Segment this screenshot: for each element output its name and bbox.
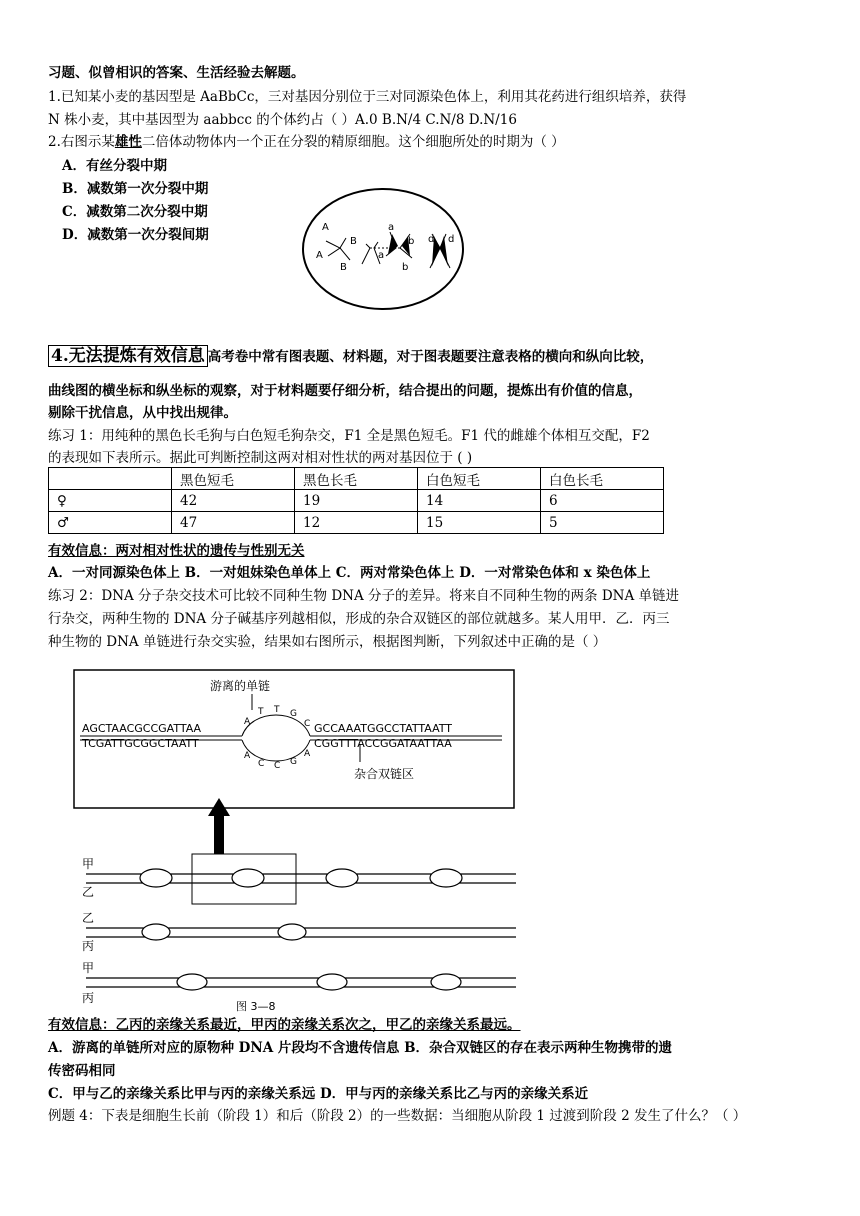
dna-hybrid-figure [60,664,530,1014]
loop-base: A [244,717,251,727]
table-cell: 15 [418,512,541,534]
table-cell: 黑色短毛 [172,468,295,490]
practice-2-option-cd: C．甲与乙的亲缘关系比甲与丙的亲缘关系远 D．甲与丙的亲缘关系比乙与丙的亲缘关系近 [48,1086,589,1102]
q2-option-b: B．减数第一次分裂中期 [62,181,209,197]
practice-2-line-2: 行杂交，两种生物的 DNA 分子碱基序列越相似，形成的杂合双链区的部位就越多。某人用甲．乙．丙三 [48,611,670,627]
practice-2-option-a-cont: 传密码相同 [48,1063,116,1079]
cell-division-figure [300,186,466,312]
practice-1-options: A．一对同源染色体上 B．一对姐妹染色单体上 C．两对常染色体上 D．一对常染色体和 x 染色体上 [48,565,651,581]
loop-base: T [258,707,264,717]
table-cell: 42 [172,490,295,512]
loop-base: A [304,749,311,759]
seq-bottom-right: CGGTTTACCGGATAATTAA [314,737,452,750]
practice-2-option-a: A．游离的单链所对应的原物种 DNA 片段均不含遗传信息 B．杂合双链区的存在表示两种生物携带的遗 [48,1040,673,1056]
q2-option-d: D．减数第一次分裂间期 [62,227,209,243]
section-4-title: 4.无法提炼有效信息 [48,345,208,367]
cell-label: b [408,236,415,247]
section-4-line-3: 剔除干扰信息，从中找出规律。 [48,405,237,421]
q2-keyword: 雄性 [114,134,142,150]
practice-1-line-2: 的表现如下表所示。据此可判断控制这两对相对性状的两对基因位于 ( ) [48,450,473,466]
loop-base: T [274,705,280,715]
example-4-line: 例题 4：下表是细胞生长前（阶段 1）和后（阶段 2）的一些数据：当细胞从阶段 1 过渡到阶段 2 发生了什么？（ ） [48,1108,747,1124]
species-label: 丙 [82,939,95,953]
table-cell: 14 [418,490,541,512]
cell-label: b [402,262,409,273]
hybrid-region-label: 杂合双链区 [354,767,415,781]
seq-top-left: AGCTAACGCCGATTAA [82,722,202,735]
table-row [49,468,664,490]
table-cell: 19 [295,490,418,512]
effective-info-2: 有效信息：乙丙的亲缘关系最近，甲丙的亲缘关系次之，甲乙的亲缘关系最远。 [48,1017,521,1033]
cell-label: A [316,250,323,261]
species-label: 甲 [82,857,95,871]
loop-base: G [290,757,297,767]
table-row [49,512,664,534]
loop-base: C [274,761,281,771]
table-cell: 5 [541,512,664,534]
table-cell: 47 [172,512,295,534]
cell-label: B [340,262,347,273]
section-4-heading [48,344,653,369]
question-1-line-1: 1.已知某小麦的基因型是 AaBbCc，三对基因分别位于三对同源染色体上，利用其花药进行组织培养，获得 [48,89,687,105]
cell-label: B [350,236,357,247]
species-label: 乙 [82,885,95,899]
section-4-intro: 高考卷中常有图表题、材料题，对于图表题要注意表格的横向和纵向比较， [207,349,654,365]
practice-2-line-1: 练习 2：DNA 分子杂交技术可比较不同种生物 DNA 分子的差异。将来自不同种生物的两条 DNA 单链进 [48,588,679,604]
species-label: 乙 [82,911,95,925]
cell-label: d [448,234,455,245]
q2-post: 二倍体动物体内一个正在分裂的精原细胞。这个细胞所处的时期为（ ） [141,134,565,150]
table-row [49,490,664,512]
seq-bottom-left: TCGATTGCGGCTAATT [82,737,199,750]
table-cell [49,468,172,490]
cell-label: a [388,222,395,233]
cell-label: A [322,222,329,233]
table-cell: 12 [295,512,418,534]
question-1-line-2: N 株小麦，其中基因型为 aabbcc 的个体约占（ ）A.0 B.N/4 C.N/8 D.N/16 [48,112,517,128]
figure-caption: 图 3—8 [236,1000,276,1013]
practice-1-line-1: 练习 1：用纯种的黑色长毛狗与白色短毛狗杂交，F1 全是黑色短毛。F1 代的雌雄个体相互交配，F2 [48,428,650,444]
q2-pre: 2.右图示某 [48,134,115,150]
table-cell: ♀ [49,490,172,512]
practice-2-line-3: 种生物的 DNA 单链进行杂交实验，结果如右图所示，根据图判断，下列叙述中正确的是（ ） [48,634,607,650]
question-2-stem [48,133,565,152]
species-label: 甲 [82,961,95,975]
species-label: 丙 [82,991,95,1005]
table-cell: 6 [541,490,664,512]
cell-label: a [378,250,385,261]
effective-info-1: 有效信息：两对相对性状的遗传与性别无关 [48,543,305,559]
table-cell: 白色短毛 [418,468,541,490]
table-cell: 白色长毛 [541,468,664,490]
loop-base: C [258,759,265,769]
q2-option-c: C．减数第二次分裂中期 [62,204,208,220]
seq-top-right: GCCAAATGGCCTATTAATT [314,722,453,735]
table-cell: 黑色长毛 [295,468,418,490]
loop-base: C [304,719,311,729]
f2-table [48,467,664,534]
q2-option-a: A．有丝分裂中期 [62,158,167,174]
intro-line: 习题、似曾相识的答案、生活经验去解题。 [48,65,305,81]
table-cell: ♂ [49,512,172,534]
free-strand-label: 游离的单链 [210,679,271,693]
loop-base: A [244,751,251,761]
loop-base: G [290,709,297,719]
cell-label: d [428,234,435,245]
section-4-line-2: 曲线图的横坐标和纵坐标的观察，对于材料题要仔细分析，结合提出的问题，提炼出有价值的信息， [48,383,642,399]
